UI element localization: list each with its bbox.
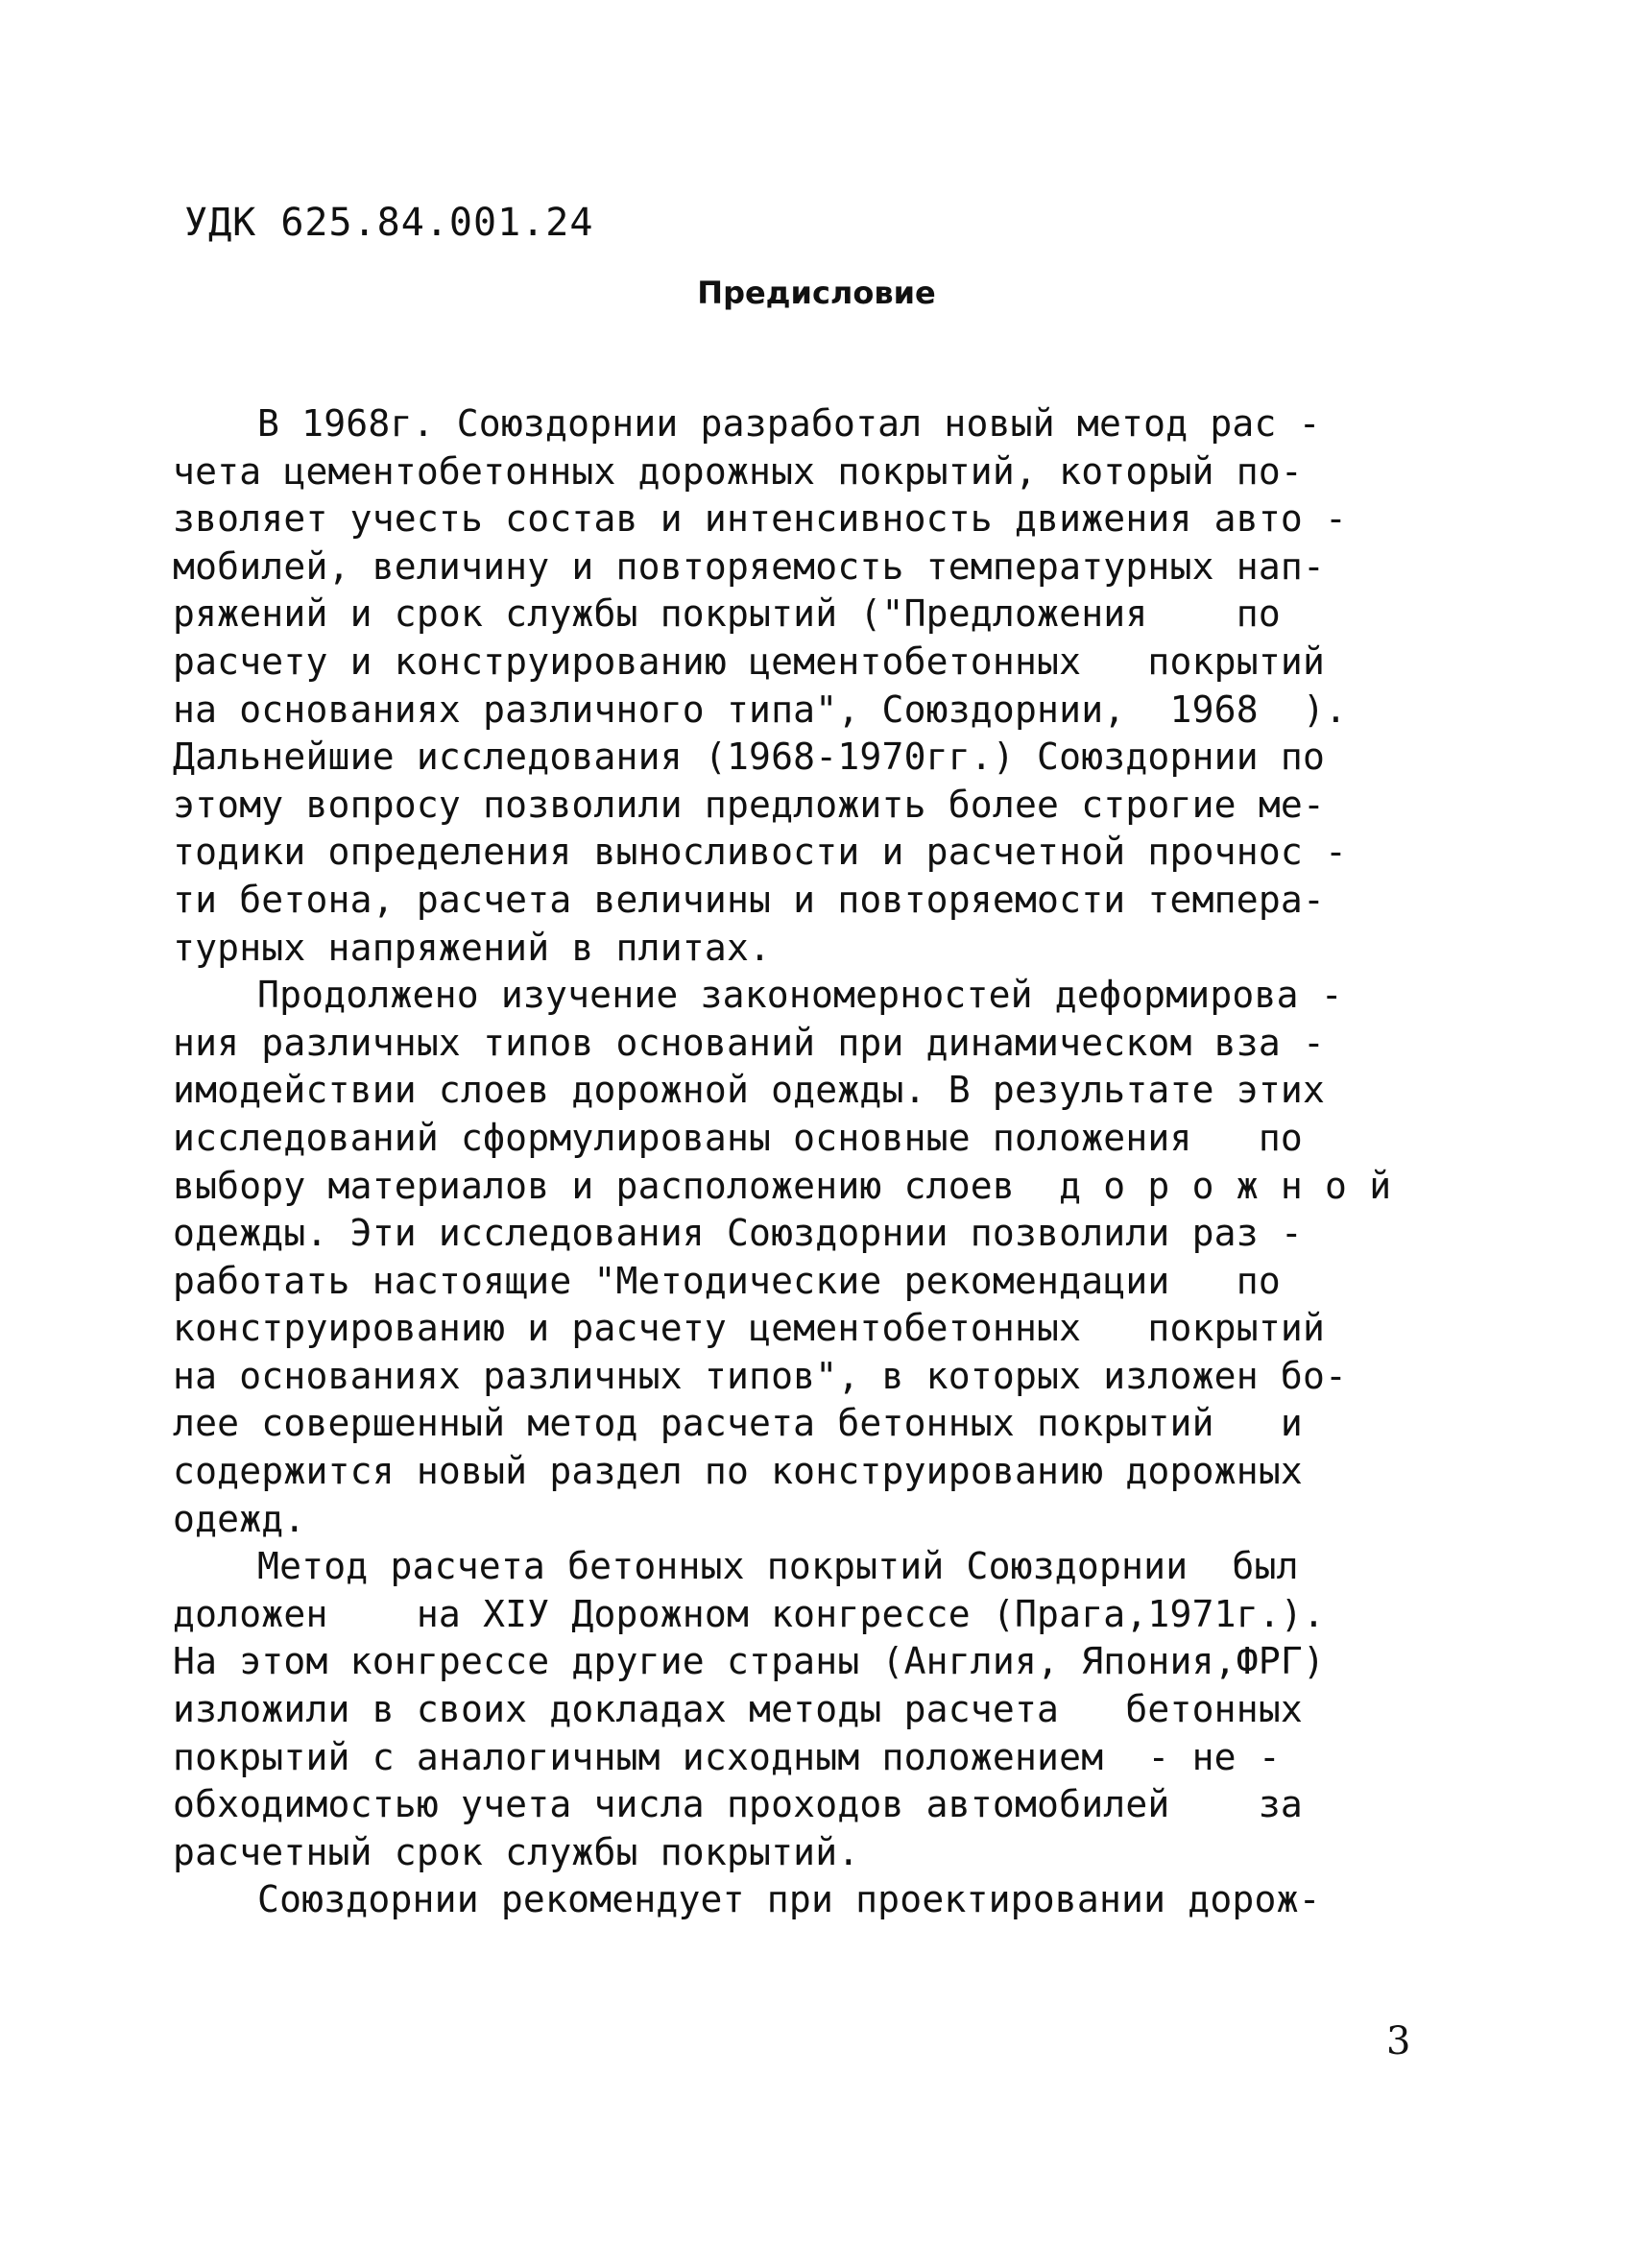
text-line: содержится новый раздел по конструированию дорожных	[173, 1450, 1303, 1493]
text-line: В 1968г. Союздорнии разработал новый метод рас -	[257, 402, 1321, 445]
udk-code: УДК 625.84.001.24	[184, 201, 594, 245]
text-line: расчетный срок службы покрытий.	[173, 1830, 860, 1873]
text-line: доложен на XIУ Дорожном конгрессе (Прага,1971г.).	[173, 1592, 1326, 1635]
page-number: 3	[1386, 2019, 1411, 2063]
text-line: ряжений и срок службы покрытий ("Предложения по	[173, 592, 1281, 636]
text-line: чета цементобетонных дорожных покрытий, который по-	[173, 449, 1303, 493]
text-line: работать настоящие "Методические рекомендации по	[173, 1259, 1281, 1302]
text-line: ния различных типов оснований при динамическом вза -	[173, 1021, 1326, 1064]
paragraph-3	[173, 1543, 1430, 1876]
text-line: Дальнейшие исследования (1968-1970гг.) Союздорнии по	[173, 736, 1326, 779]
text-line: одежд.	[173, 1497, 306, 1540]
text-line: На этом конгрессе другие страны (Англия, Япония,ФРГ)	[173, 1640, 1326, 1683]
page-title: Предисловие	[697, 275, 936, 311]
paragraph-4	[173, 1876, 1430, 1924]
text-line: лее совершенный метод расчета бетонных покрытий и	[173, 1402, 1303, 1445]
text-line: одежды. Эти исследования Союздорнии позволили раз -	[173, 1212, 1303, 1255]
text-line: расчету и конструированию цементобетонных покрытий	[173, 639, 1326, 683]
text-line: выбору материалов и расположению слоев д о р о ж н о й	[173, 1164, 1392, 1207]
text-line: исследований сформулированы основные положения по	[173, 1116, 1303, 1159]
text-line: имодействии слоев дорожной одежды. В результате этих	[173, 1069, 1326, 1112]
text-line: Метод расчета бетонных покрытий Союздорнии был	[257, 1545, 1299, 1588]
body-text	[173, 400, 1430, 1924]
text-line: изложили в своих докладах методы расчета бетонных	[173, 1688, 1303, 1731]
text-line: Союздорнии рекомендует при проектировании дорож-	[257, 1878, 1321, 1921]
paragraph-2	[173, 972, 1430, 1543]
text-line: ти бетона, расчета величины и повторяемости темпера-	[173, 878, 1326, 921]
text-line: турных напряжений в плитах.	[173, 926, 772, 969]
text-line: обходимостью учета числа проходов автомобилей за	[173, 1783, 1303, 1826]
text-line: покрытий с аналогичным исходным положением - не -	[173, 1735, 1281, 1778]
text-line: Продолжено изучение закономерностей деформирова -	[257, 974, 1343, 1017]
text-line: на основаниях различных типов", в которых изложен бо-	[173, 1354, 1348, 1397]
text-line: зволяет учесть состав и интенсивность движения авто -	[173, 497, 1348, 541]
text-line: на основаниях различного типа", Союздорнии, 1968 ).	[173, 688, 1348, 731]
text-line: конструированию и расчету цементобетонных покрытий	[173, 1307, 1326, 1350]
text-line: тодики определения выносливости и расчетной прочнос -	[173, 831, 1348, 874]
text-line: этому вопросу позволили предложить более строгие ме-	[173, 783, 1326, 826]
text-line: мобилей, величину и повторяемость температурных нап-	[173, 544, 1326, 588]
paragraph-1	[173, 400, 1430, 972]
